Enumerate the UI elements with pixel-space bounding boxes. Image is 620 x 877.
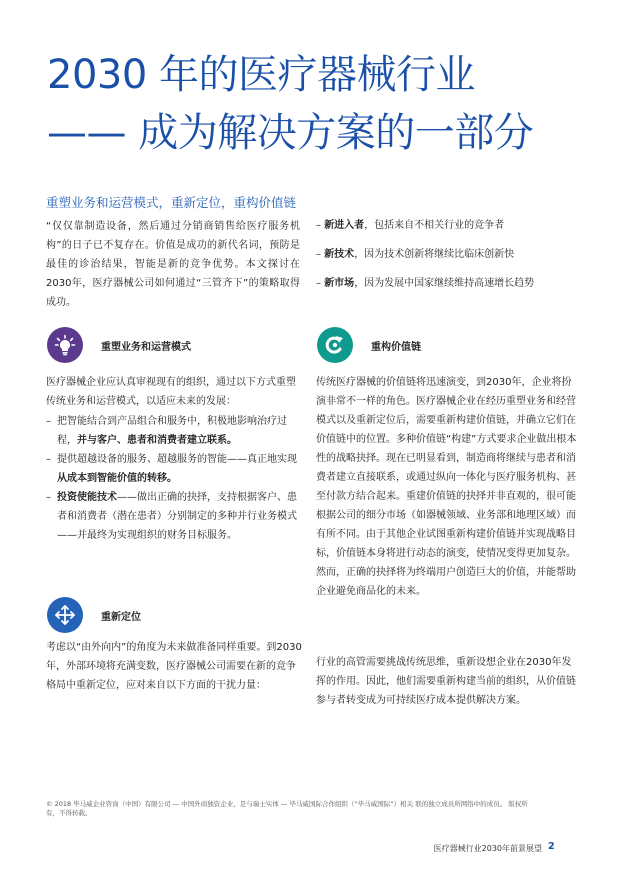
arrows-expand-icon (47, 597, 83, 633)
footer-title: 医疗器械行业2030年前景展望 (433, 844, 542, 853)
copyright-footnote: © 2018 毕马威企业咨询（中国）有限公司 — 中国外商独资企业，是与瑞士实体 — 毕马威国际合作组织（“毕马威国际”）相关 联的独立成员所网络中的成员。 版权所有，不得转载。 (46, 800, 528, 817)
list-item: – 新市场，因为发展中国家继续维持高速增长趋势 (316, 278, 535, 289)
list-item (46, 488, 302, 545)
disruption-list (316, 219, 606, 306)
list-item-bold: 新技术 (324, 249, 355, 260)
section-reshape-intro: 医疗器械企业应认真审视现有的组织，通过以下方式重塑传统业务和运营模式，以适应未来的发展： (46, 377, 296, 407)
section-reshape-title: 重塑业务和运营模式 (101, 341, 191, 353)
section-reposition-title: 重新定位 (101, 611, 141, 623)
bullet-text: ——做出正确的抉择，支持根据客户、患者和消费者（潜在患者）分别制定的多种并行业务模式——并最终为实现组织的财务目标服务。 (57, 492, 297, 541)
value-chain-icon (317, 327, 353, 363)
list-item-text: ，因为技术创新将继续比临床创新快 (354, 249, 515, 260)
list-item: – 新进入者，包括来自不相关行业的竞争者 (316, 220, 505, 231)
section-value-chain-title: 重构价值链 (371, 341, 421, 353)
section-reshape-header (47, 327, 191, 363)
intro-paragraph: “仅仅靠制造设备，然后通过分销商销售给医疗服务机构”的日子已不复存在。价值是成功的新代名词，预防是最佳的诊治结果，智能是新的竞争优势。本文探讨在2030年，医疗器械公司如何通过“三管齐下”的策略取得成功。 (46, 221, 300, 308)
section-value-chain-body: 传统医疗器械的价值链将迅速演变，到2030年，企业将扮演非常不一样的角色。医疗器械企业在经历重塑业务和经营模式以及重新定位后，需要重新构建价值链，并确立它们在价值链中的位置。多种价值链“构建”方式要求企业做出根本性的战略抉择。现在已明显看到，制造商将继续与患者和消费者建立直接联系，或通过纵向一体化与医疗服务机构、甚至付款方结合起来。重建价值链的抉择并非直观的，很可能根据公司的细分市场（如器械领域、业务部和地理区域）而有所不同。由于其他企业试图重新构建价值链并实现战略目标，价值链本身将进行动态的演变，使情况变得更加复杂。然而，正确的抉择将为终端用户创造巨大的价值，并能帮助企业避免商品化的未来。 (316, 377, 577, 597)
bullet-text: 提供超越设备的服务、超越服务的智能——真正地实现 (57, 454, 297, 465)
list-item (46, 450, 302, 488)
section-reshape-body (46, 373, 302, 545)
section-reposition-header (47, 597, 141, 633)
list-item (46, 412, 302, 450)
title-line-2: —— 成为解决方案的一部分 (47, 110, 534, 156)
bullet-text: 把智能结合到产品组合和服务中，积极地影响治疗过程， (57, 416, 287, 446)
bullet-bold: 从成本到智能价值的转移。 (57, 473, 177, 484)
lightbulb-icon (47, 327, 83, 363)
list-item-text: ，因为发展中国家继续维持高速增长趋势 (354, 278, 535, 289)
section-reposition-body: 考虑以“由外向内”的角度为未来做准备同样重要。到2030年，外部环境将充满变数，医疗器械公司需要在新的竞争格局中重新定位，应对来自以下方面的干扰力量： (46, 642, 302, 691)
list-item-bold: 新进入者 (324, 220, 365, 231)
page-title (47, 46, 533, 162)
subtitle: 重塑业务和运营模式，重新定位，重构价值链 (46, 195, 297, 210)
page-number: 2 (548, 841, 555, 852)
title-line-1: 2030 年的医疗器械行业 (47, 52, 476, 98)
section-value-chain-header (317, 327, 421, 363)
bullet-bold: 投资使能技术 (57, 492, 117, 503)
bullet-bold: 并与客户、患者和消费者建立联系。 (77, 435, 237, 446)
list-item-text: ，包括来自不相关行业的竞争者 (364, 220, 505, 231)
section-value-chain-conclusion: 行业的高管需要挑战传统思维，重新设想企业在2030年发挥的作用。因此，他们需要重新构建当前的组织，从价值链参与者转变成为可持续医疗成本提供解决方案。 (316, 657, 576, 706)
list-item-bold: 新市场 (324, 278, 355, 289)
list-item: – 新技术，因为技术创新将继续比临床创新快 (316, 249, 515, 260)
